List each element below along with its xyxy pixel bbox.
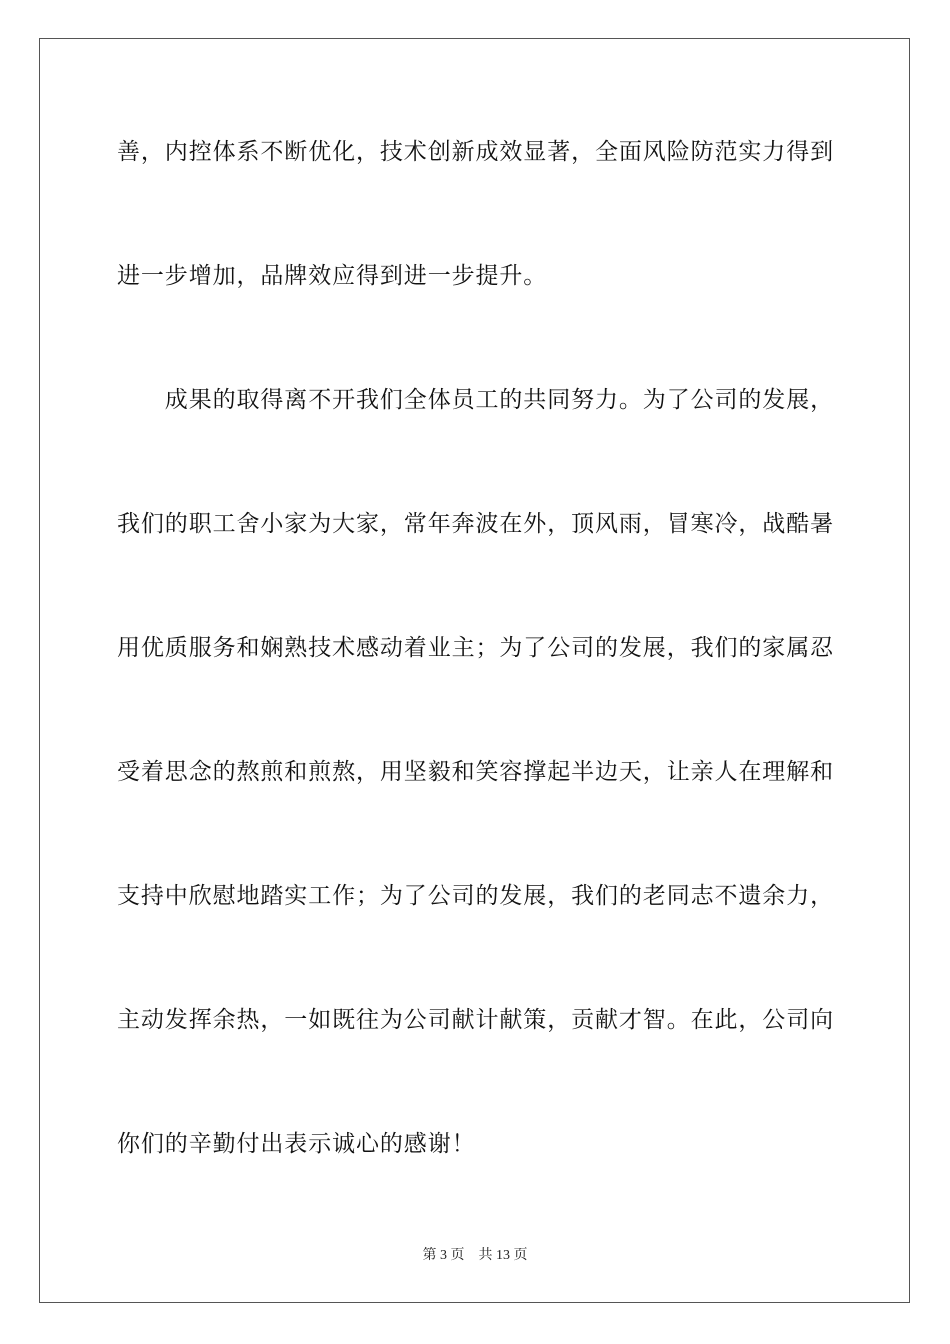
page-frame	[39, 38, 910, 1303]
text-line: 成果的取得离不开我们全体员工的共同努力。为了公司的发展，	[117, 387, 834, 413]
page-number: 第 3 页 共 13 页	[422, 1248, 528, 1263]
text-line: 支持中欣慰地踏实工作；为了公司的发展，我们的老同志不遗余力，	[117, 883, 834, 909]
text-line: 主动发挥余热，一如既往为公司献计献策，贡献才智。在此，公司向	[117, 1007, 834, 1033]
text-line: 我们的职工舍小家为大家，常年奔波在外，顶风雨，冒寒冷，战酷暑	[117, 511, 834, 537]
text-line: 用优质服务和娴熟技术感动着业主；为了公司的发展，我们的家属忍	[117, 635, 834, 661]
text-line: 你们的辛勤付出表示诚心的感谢！	[117, 1131, 476, 1157]
text-line: 善，内控体系不断优化，技术创新成效显著，全面风险防范实力得到	[117, 139, 834, 165]
text-line: 进一步增加，品牌效应得到进一步提升。	[117, 263, 548, 289]
text-line: 受着思念的熬煎和煎熬，用坚毅和笑容撑起半边天，让亲人在理解和	[117, 759, 834, 785]
